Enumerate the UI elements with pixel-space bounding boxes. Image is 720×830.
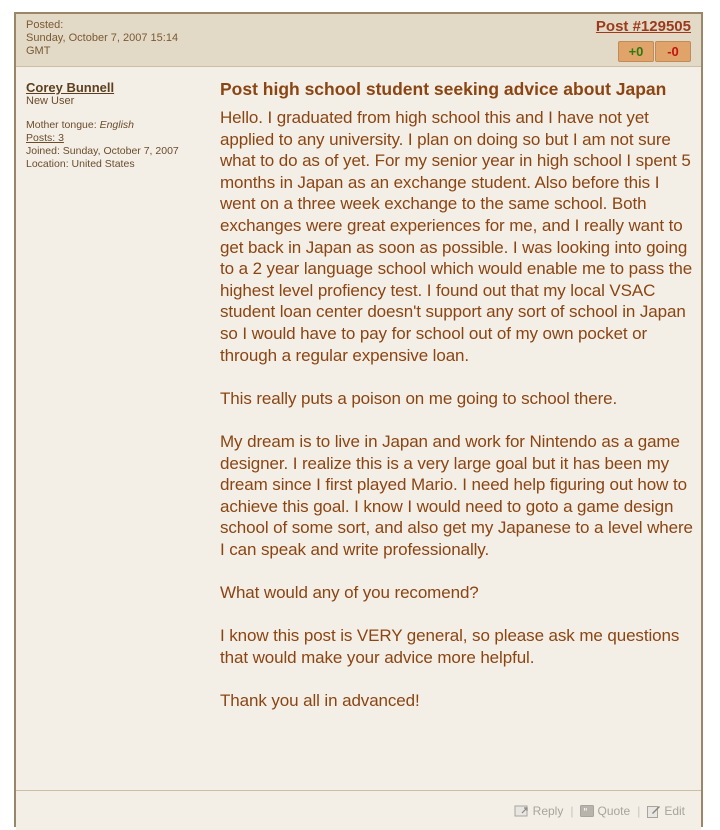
posted-label: Posted: [26, 19, 64, 31]
quote-button[interactable] [580, 804, 630, 818]
quote-label: Quote [597, 804, 631, 818]
reply-icon [514, 804, 530, 818]
author-role: New User [26, 95, 75, 107]
author-name-link[interactable]: Corey Bunnell [26, 80, 115, 95]
post-paragraph: Thank you all in advanced! [220, 691, 420, 711]
post-header [16, 14, 701, 67]
post-paragraph: I know this post is VERY general, so please ask me questions that would make your advice more helpful. [220, 626, 680, 667]
post-number-link[interactable]: Post #129505 [595, 18, 691, 35]
post-actions [514, 804, 685, 818]
svg-text:": " [583, 807, 589, 817]
reply-label: Reply [532, 804, 564, 818]
edit-button[interactable] [647, 804, 685, 818]
mother-tongue-label: Mother tongue: [26, 119, 97, 131]
author-posts-link[interactable]: Posts: 3 [26, 132, 64, 144]
post-paragraph: This really puts a poison on me going to school there. [220, 388, 618, 408]
author-joined: Joined: Sunday, October 7, 2007 [26, 145, 179, 157]
posted-info [26, 19, 196, 58]
post-body [220, 107, 696, 733]
post-paragraph: What would any of you recomend? [220, 583, 479, 603]
post-paragraph: My dream is to live in Japan and work for Nintendo as a game designer. I realize this is a very large goal but it has been my dream since I first played Mario. I need help figuring out how to achieve this goal. I know I would need to goto a game design school of some sort, and also get my Japanese to a level where I can speak and write professionally. [220, 431, 693, 559]
post-title: Post high school student seeking advice about Japan [220, 79, 667, 99]
quote-icon [580, 805, 594, 817]
author-sidebar [16, 67, 210, 789]
forum-post [14, 12, 703, 827]
author-meta [26, 119, 179, 171]
reply-button[interactable] [514, 804, 564, 818]
edit-label: Edit [664, 804, 685, 818]
action-separator: | [637, 804, 641, 818]
post-content [210, 67, 701, 789]
author-location: Location: United States [26, 158, 135, 170]
post-footer [16, 790, 701, 830]
action-separator: | [570, 804, 574, 818]
posted-date: Sunday, October 7, 2007 15:14 GMT [26, 32, 179, 57]
post-paragraph: Hello. I graduated from high school this and I have not yet applied to any university. I plan on doing so but I am not sure what to do as of yet. For my senior year in high school I spent 5 months in Japan as an exchange student. Also before this I went on a three week exchange to the same school. Both exchanges were great experiences for me, and I really want to get back in Japan as soon as possible. I was looking into going to a 2 year language school which would enable me to pass the highest level profiency test. I found out that my local VSAC student loan center doesn't support any sort of school in Japan so I would have to pay for school out of my own pocket or through a regular expensive loan. [220, 108, 693, 365]
mother-tongue [26, 119, 179, 132]
vote-down-button[interactable]: -0 [655, 41, 691, 62]
edit-icon [647, 804, 661, 818]
vote-up-button[interactable]: +0 [618, 41, 654, 62]
mother-tongue-value: English [99, 119, 135, 131]
